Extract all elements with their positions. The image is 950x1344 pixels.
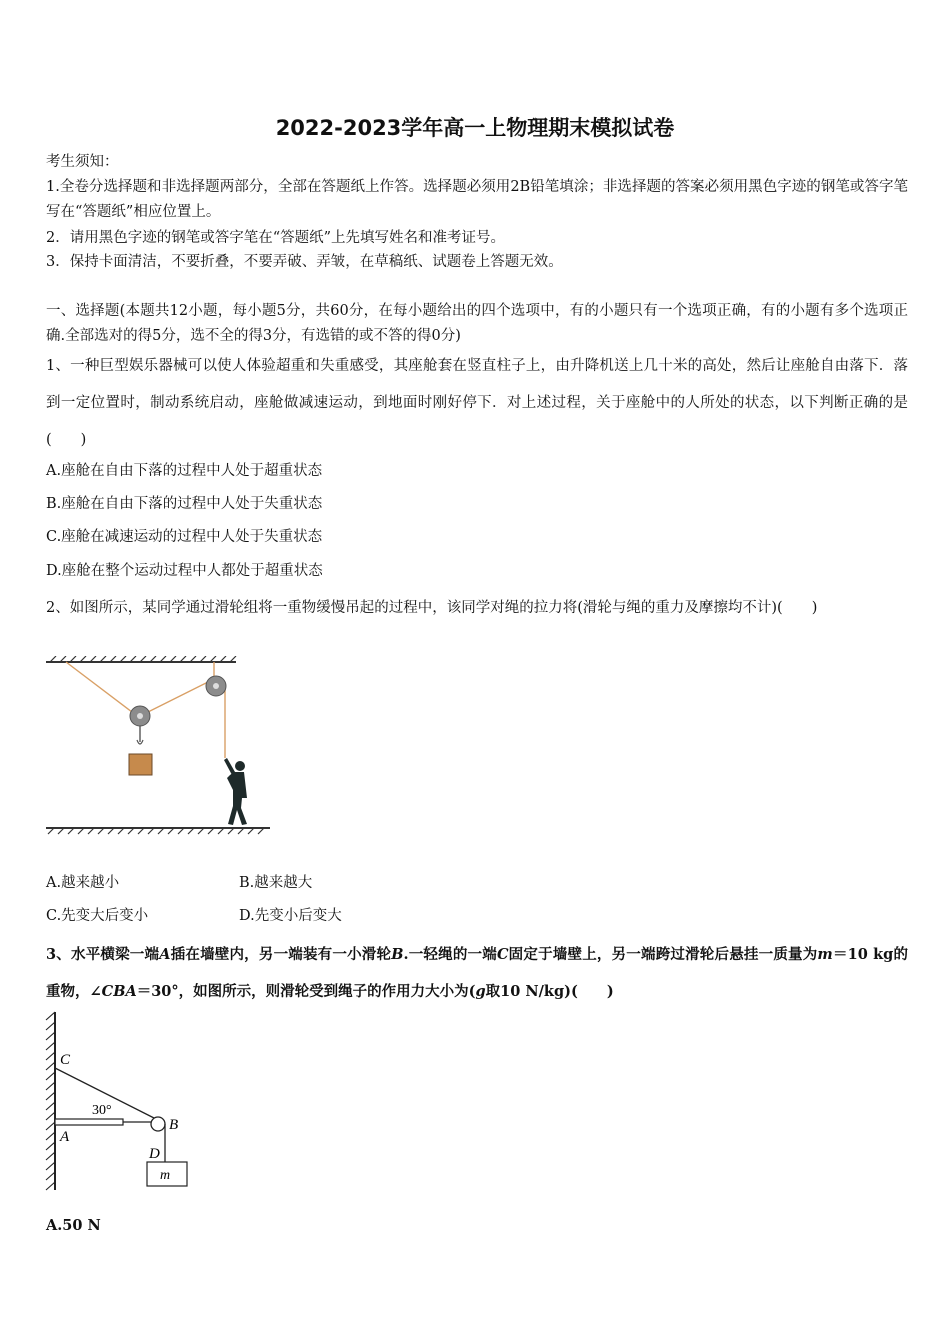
- q3-option-a: A.50 N: [46, 1217, 101, 1234]
- q1-option-a: A.座舱在自由下落的过程中人处于超重状态: [46, 463, 323, 479]
- q1-stem: 1、一种巨型娱乐器械可以使人体验超重和失重感受，其座舱套在竖直柱子上，由升降机送上几十米的高处，然后让座舱自由落下．落到一定位置时，制动系统启动，座舱做减速运动，到地面时刚好停下．对上述过程，关于座舱中的人所处的状态，以下判断正确的是( ): [46, 358, 908, 448]
- notice-item-3: 3．保持卡面清洁，不要折叠，不要弄破、弄皱，在草稿纸、试题卷上答题无效。: [46, 254, 563, 270]
- q2-pulley-figure: [44, 656, 274, 838]
- q2-stem: 2、如图所示，某同学通过滑轮组将一重物缓慢吊起的过程中，该同学对绳的拉力将(滑轮与绳的重力及摩擦均不计)( ): [46, 600, 818, 616]
- q3-label-m: m: [160, 1168, 171, 1183]
- page-title: 2022-2023学年高一上物理期末模拟试卷: [275, 116, 675, 140]
- q3-label-c: C: [60, 1052, 71, 1068]
- notice-item-2: 2．请用黑色字迹的钢笔或答字笔在“答题纸”上先填写姓名和准考证号。: [46, 230, 506, 246]
- q3-beam-figure: [40, 1008, 200, 1194]
- q3-label-d: D: [149, 1146, 160, 1162]
- q2-option-c: C.先变大后变小: [46, 908, 149, 924]
- section-heading: 一、选择题(本题共12小题，每小题5分，共60分，在每小题给出的四个选项中，有的小题只有一个选项正确，有的小题有多个选项正确.全部选对的得5分，选不全的得3分，有选错的或不答的得0分): [46, 303, 908, 344]
- q3-stem: 3、水平横梁一端A插在墙壁内，另一端装有一小滑轮B.一轻绳的一端C固定于墙壁上，另一端跨过滑轮后悬挂一质量为m＝10 kg的重物，∠CBA＝30°，如图所示，则滑轮受到绳子的作用力大小为(g取10 N/kg)( ): [46, 946, 908, 1000]
- q2-option-d: D.先变小后变大: [239, 908, 342, 924]
- notice-heading: 考生须知：: [46, 154, 119, 170]
- q3-label-a: A: [60, 1129, 70, 1145]
- q1-option-c: C.座舱在减速运动的过程中人处于失重状态: [46, 529, 323, 545]
- q2-option-b: B.越来越大: [239, 875, 313, 891]
- q3-label-b: B: [169, 1117, 179, 1133]
- q1-option-b: B.座舱在自由下落的过程中人处于失重状态: [46, 496, 323, 512]
- q3-label-angle: 30°: [92, 1103, 112, 1118]
- q1-option-d: D.座舱在整个运动过程中人都处于超重状态: [46, 563, 323, 579]
- q2-option-a: A.越来越小: [46, 875, 120, 891]
- notice-item-1: 1.全卷分选择题和非选择题两部分，全部在答题纸上作答。选择题必须用2B铅笔填涂；非选择题的答案必须用黑色字迹的钢笔或答字笔写在“答题纸”相应位置上。: [46, 179, 908, 220]
